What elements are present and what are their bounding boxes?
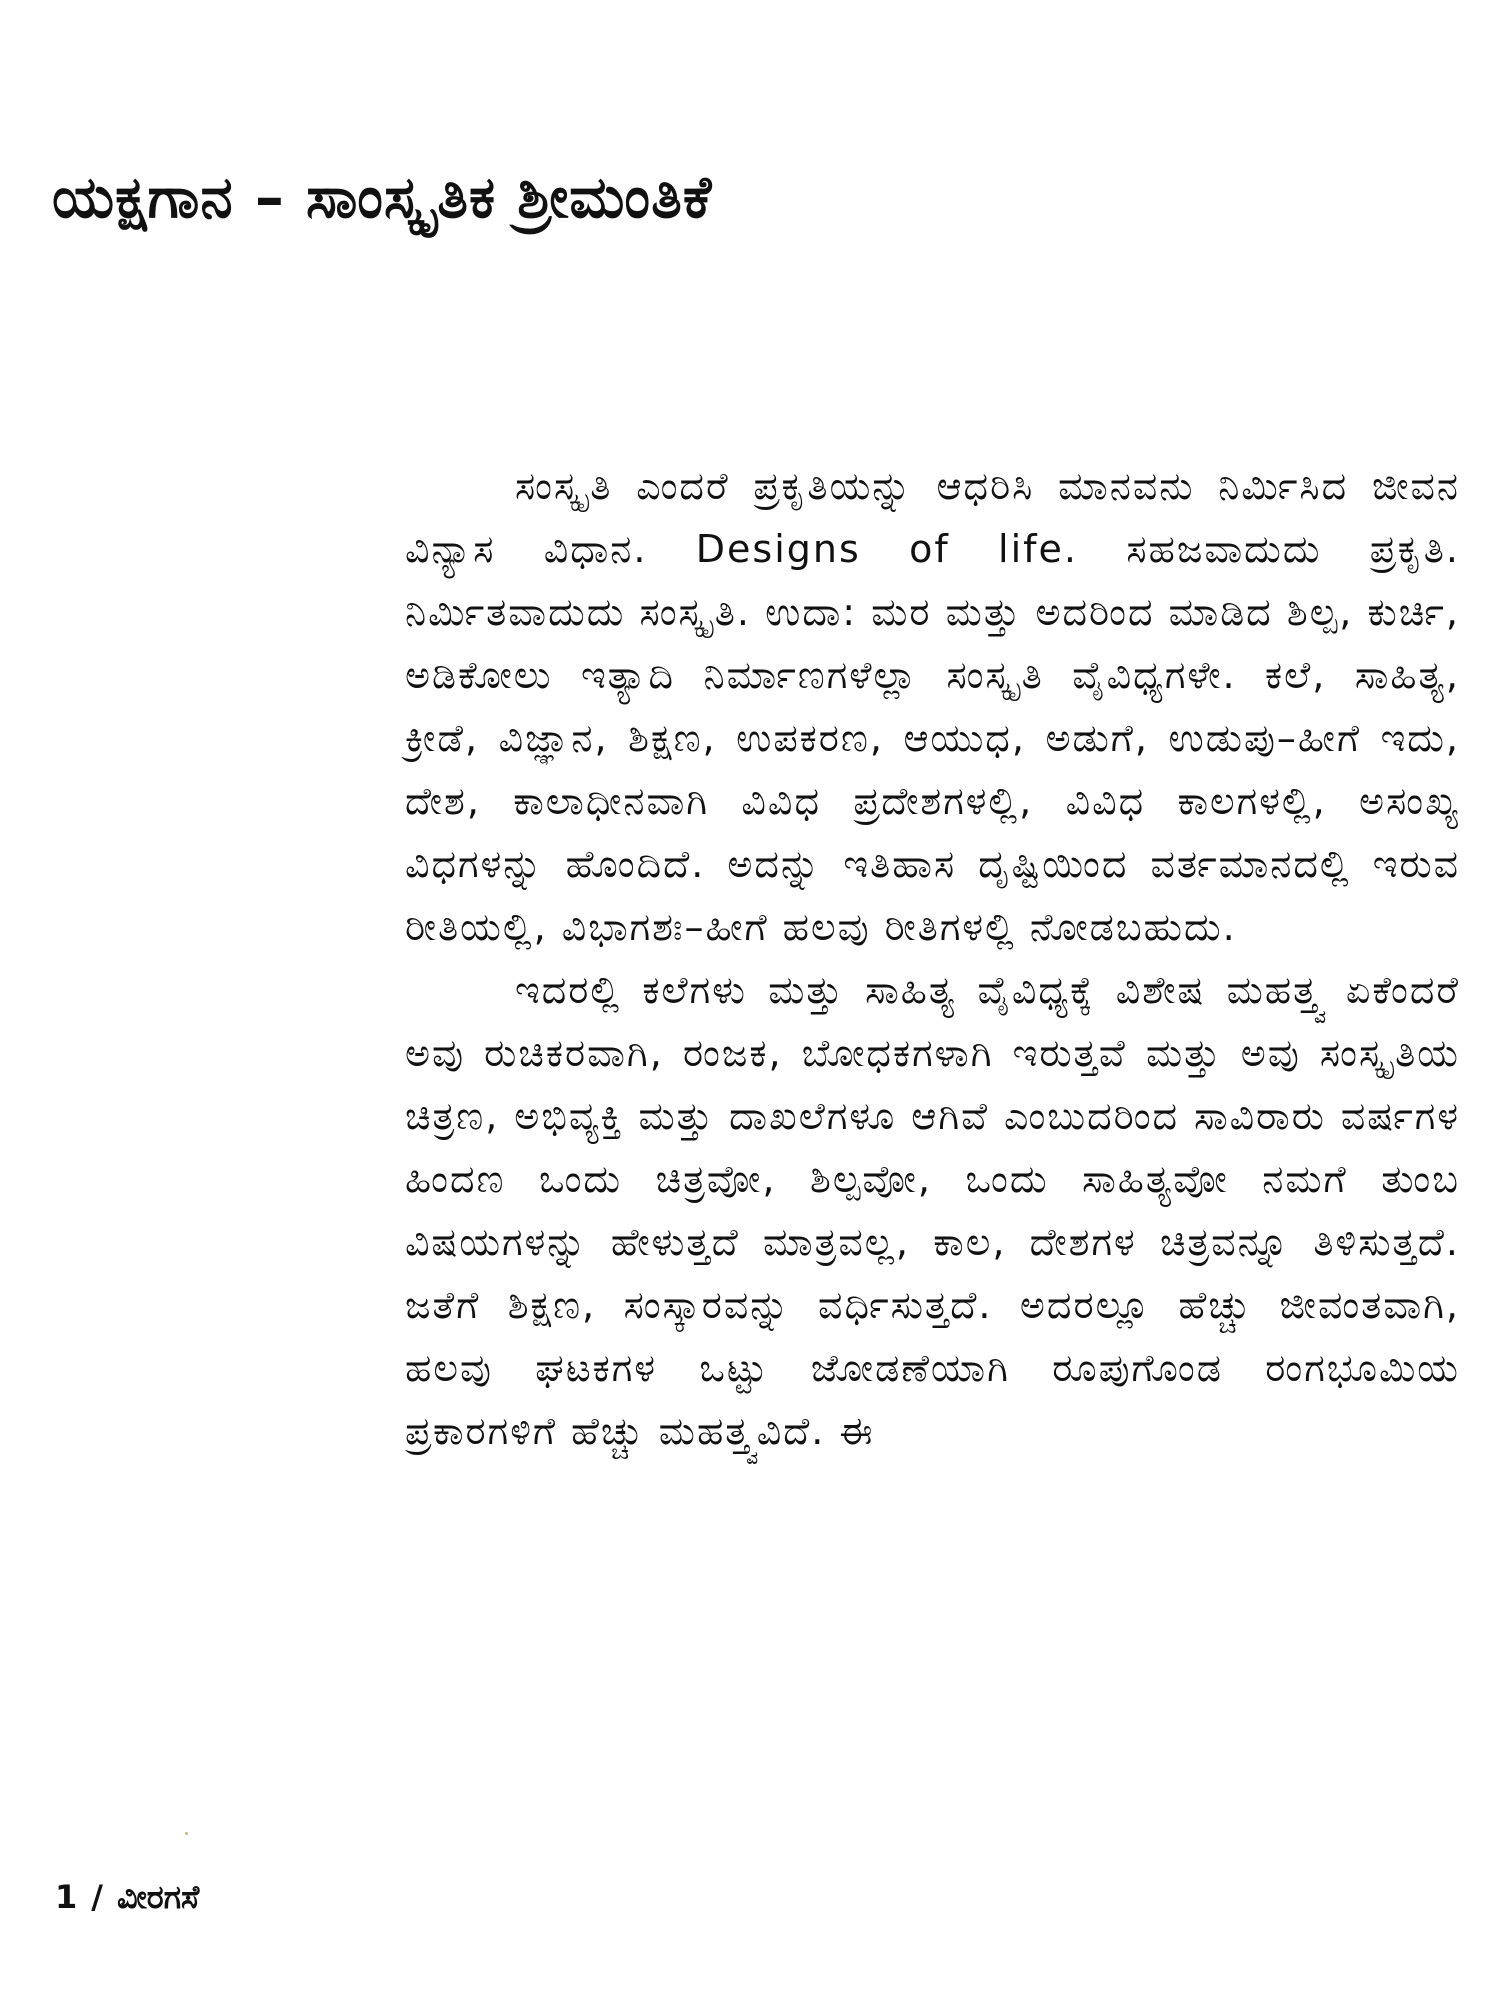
paragraph-2: ಇದರಲ್ಲಿ ಕಲೆಗಳು ಮತ್ತು ಸಾಹಿತ್ಯ ವೈವಿಧ್ಯಕ್ಕೆ ವಿಶೇಷ ಮಹತ್ತ್ವ ಏಕೆಂದರೆ ಅವು ರುಚಿಕರವಾಗಿ, ರಂಜಕ, ಬೋಧಕಗಳಾಗಿ ಇರುತ್ತವೆ ಮತ್ತು ಅವು ಸಂಸ್ಕೃತಿಯ ಚಿತ್ರಣ, ಅಭಿವ್ಯಕ್ತಿ ಮತ್ತು ದಾಖಲೆಗಳೂ ಆಗಿವೆ ಎಂಬುದರಿಂದ ಸಾವಿರಾರು ವರ್ಷಗಳ ಹಿಂದಣ ಒಂದು ಚಿತ್ರವೋ, ಶಿಲ್ಪವೋ, ಒಂದು ಸಾಹಿತ್ಯವೋ ನಮಗೆ ತುಂಬ ವಿಷಯಗಳನ್ನು ಹೇಳುತ್ತದೆ ಮಾತ್ರವಲ್ಲ, ಕಾಲ, ದೇಶಗಳ ಚಿತ್ರವನ್ನೂ ತಿಳಿಸುತ್ತದೆ. ಜತೆಗೆ ಶಿಕ್ಷಣ, ಸಂಸ್ಕಾರವನ್ನು ವರ್ಧಿಸುತ್ತದೆ. ಅದರಲ್ಲೂ ಹೆಚ್ಚು ಜೀವಂತವಾಗಿ, ಹಲವು ಘಟಕಗಳ ಒಟ್ಟು ಜೋಡಣೆಯಾಗಿ ರೂಪುಗೊಂಡ ರಂಗಭೂಮಿಯ ಪ್ರಕಾರಗಳಿಗೆ ಹೆಚ್ಚು ಮಹತ್ತ್ವವಿದೆ. ಈ [405, 968, 1460, 1453]
running-title: ವೀರಗಸೆ [116, 1878, 200, 1916]
article-body [405, 455, 1460, 1463]
footer-separator: / [91, 1878, 103, 1916]
paragraph-1: ಸಂಸ್ಕೃತಿ ಎಂದರೆ ಪ್ರಕೃತಿಯನ್ನು ಆಧರಿಸಿ ಮಾನವನು ನಿರ್ಮಿಸಿದ ಜೀವನ ವಿನ್ಯಾಸ ವಿಧಾನ. Designs of life. ಸಹಜವಾದುದು ಪ್ರಕೃತಿ. ನಿರ್ಮಿತವಾದುದು ಸಂಸ್ಕೃತಿ. ಉದಾ: ಮರ ಮತ್ತು ಅದರಿಂದ ಮಾಡಿದ ಶಿಲ್ಪ, ಕುರ್ಚಿ, ಅಡಿಕೋಲು ಇತ್ಯಾದಿ ನಿರ್ಮಾಣಗಳೆಲ್ಲಾ ಸಂಸ್ಕೃತಿ ವೈವಿಧ್ಯಗಳೇ. ಕಲೆ, ಸಾಹಿತ್ಯ, ಕ್ರೀಡೆ, ವಿಜ್ಞಾನ, ಶಿಕ್ಷಣ, ಉಪಕರಣ, ಆಯುಧ, ಅಡುಗೆ, ಉಡುಪು–ಹೀಗೆ ಇದು, ದೇಶ, ಕಾಲಾಧೀನವಾಗಿ ವಿವಿಧ ಪ್ರದೇಶಗಳಲ್ಲಿ, ವಿವಿಧ ಕಾಲಗಳಲ್ಲಿ, ಅಸಂಖ್ಯ ವಿಧಗಳನ್ನು ಹೊಂದಿದೆ. ಅದನ್ನು ಇತಿಹಾಸ ದೃಷ್ಟಿಯಿಂದ ವರ್ತಮಾನದಲ್ಲಿ ಇರುವ ರೀತಿಯಲ್ಲಿ, ವಿಭಾಗಶಃ–ಹೀಗೆ ಹಲವು ರೀತಿಗಳಲ್ಲಿ ನೋಡಬಹುದು. [405, 464, 1460, 949]
page-title: ಯಕ್ಷಗಾನ – ಸಾಂಸ್ಕೃತಿಕ ಶ್ರೀಮಂತಿಕೆ [52, 162, 713, 231]
page-number: 1 [55, 1878, 78, 1916]
page-footer [55, 1875, 199, 1919]
print-speck [185, 1832, 188, 1835]
